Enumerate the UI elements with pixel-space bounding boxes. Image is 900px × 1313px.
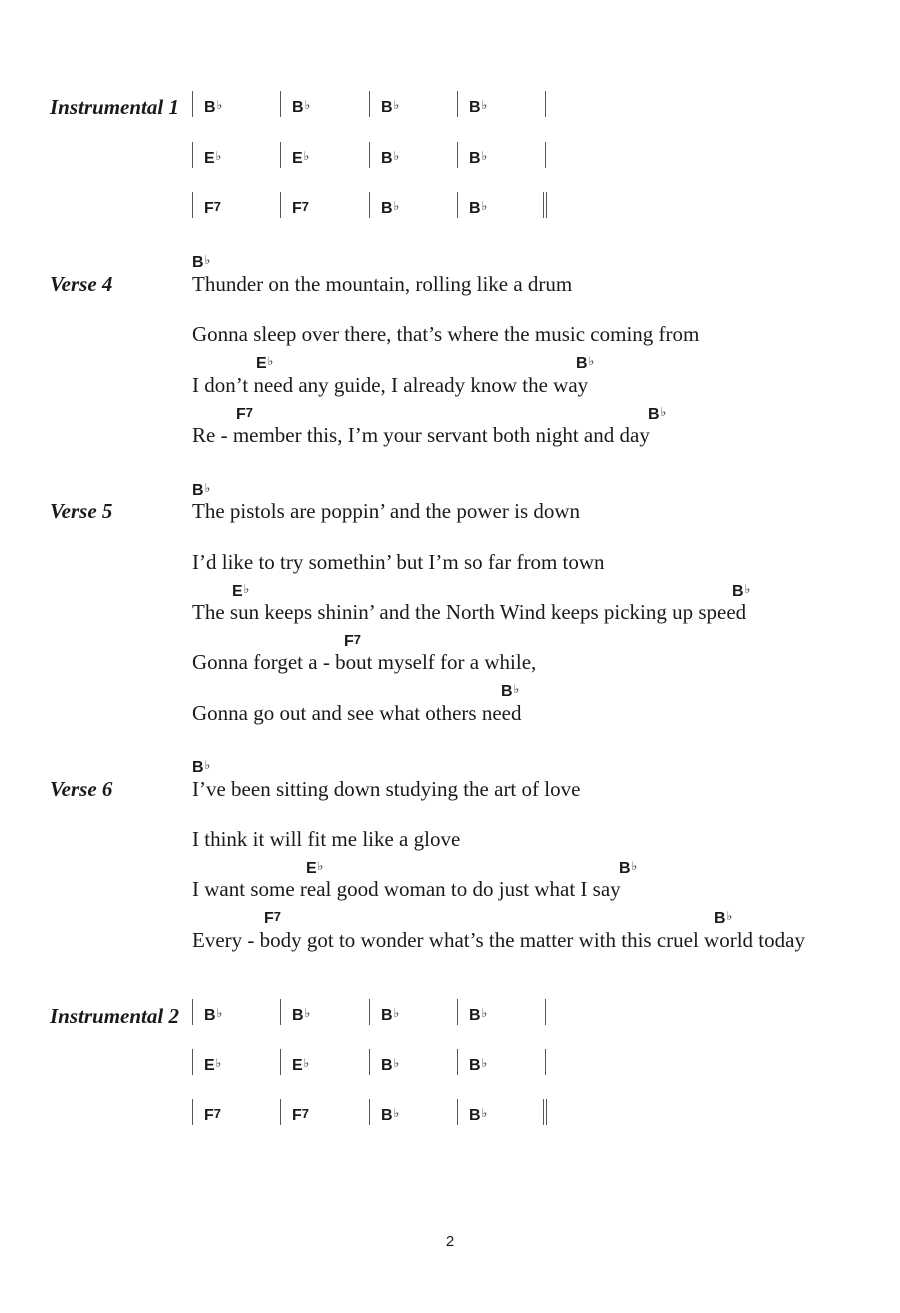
chord-bb: B♭	[381, 149, 400, 167]
barline	[545, 999, 546, 1025]
lyric-line: Gonna sleep over there, that’s where the music coming from	[192, 322, 700, 346]
chord-bb: B♭	[381, 98, 400, 116]
chord-bb: B♭	[469, 1056, 488, 1074]
chord-bb: B♭	[501, 682, 520, 700]
lyric-line: I’d like to try somethin’ but I’m so far from town	[192, 550, 605, 574]
barline	[280, 1049, 281, 1075]
lyric-line: I want some real good woman to do just what I say	[192, 877, 621, 901]
final-barline	[543, 192, 547, 218]
page-number: 2	[445, 1233, 455, 1250]
barline	[280, 999, 281, 1025]
chord-eb: E♭	[292, 149, 310, 167]
chord-bb: B♭	[192, 758, 211, 776]
lyric-line: Re - member this, I’m your servant both night and day	[192, 423, 650, 447]
barline	[545, 91, 546, 117]
chord-f7: F7	[204, 1106, 222, 1124]
chord-f7: F7	[236, 405, 254, 423]
chord-f7: F7	[292, 199, 310, 217]
barline	[369, 91, 370, 117]
chord-eb: E♭	[256, 354, 274, 372]
chord-bb: B♭	[292, 98, 311, 116]
barline	[280, 1099, 281, 1125]
barline	[545, 1049, 546, 1075]
chord-f7: F7	[344, 632, 362, 650]
barline	[369, 1099, 370, 1125]
section-label-verse-5: Verse 5	[50, 499, 113, 523]
lyric-line: Every - body got to wonder what’s the matter with this cruel world today	[192, 928, 805, 952]
chord-eb: E♭	[204, 1056, 222, 1074]
chord-f7: F7	[292, 1106, 310, 1124]
chord-bb: B♭	[732, 582, 751, 600]
barline	[280, 192, 281, 218]
chord-eb: E♭	[306, 859, 324, 877]
chord-bb: B♭	[292, 1006, 311, 1024]
barline	[192, 1099, 193, 1125]
lyric-line: I think it will fit me like a glove	[192, 827, 461, 851]
chord-bb: B♭	[192, 481, 211, 499]
chord-f7: F7	[264, 909, 282, 927]
barline	[192, 192, 193, 218]
barline	[457, 1049, 458, 1075]
barline	[457, 192, 458, 218]
barline	[457, 1099, 458, 1125]
chord-bb: B♭	[381, 1006, 400, 1024]
lyric-line: Thunder on the mountain, rolling like a drum	[192, 272, 573, 296]
barline	[457, 142, 458, 168]
barline	[280, 142, 281, 168]
lyric-line: Gonna forget a - bout myself for a while,	[192, 650, 537, 674]
chord-eb: E♭	[204, 149, 222, 167]
section-label-verse-6: Verse 6	[50, 777, 113, 801]
lyric-line: The sun keeps shinin’ and the North Wind keeps picking up speed	[192, 600, 747, 624]
chord-bb: B♭	[381, 1106, 400, 1124]
chord-bb: B♭	[469, 1106, 488, 1124]
barline	[369, 142, 370, 168]
barline	[457, 91, 458, 117]
chord-eb: E♭	[232, 582, 250, 600]
chord-bb: B♭	[469, 98, 488, 116]
section-label-verse-4: Verse 4	[50, 272, 113, 296]
chord-bb: B♭	[381, 1056, 400, 1074]
lyric-line: I’ve been sitting down studying the art of love	[192, 777, 581, 801]
barline	[192, 142, 193, 168]
chord-bb: B♭	[714, 909, 733, 927]
barline	[369, 1049, 370, 1075]
section-label-instrumental-2: Instrumental 2	[50, 1004, 179, 1028]
chord-bb: B♭	[469, 199, 488, 217]
chord-bb: B♭	[469, 149, 488, 167]
chord-bb: B♭	[576, 354, 595, 372]
lyric-line: The pistols are poppin’ and the power is down	[192, 499, 581, 523]
lyric-line: I don’t need any guide, I already know the way	[192, 373, 589, 397]
chord-bb: B♭	[204, 1006, 223, 1024]
chord-bb: B♭	[192, 253, 211, 271]
chord-bb: B♭	[204, 98, 223, 116]
barline	[192, 91, 193, 117]
chord-bb: B♭	[619, 859, 638, 877]
barline	[280, 91, 281, 117]
chord-bb: B♭	[469, 1006, 488, 1024]
barline	[545, 142, 546, 168]
section-label-instrumental-1: Instrumental 1	[50, 95, 179, 119]
chord-f7: F7	[204, 199, 222, 217]
barline	[192, 1049, 193, 1075]
chord-bb: B♭	[381, 199, 400, 217]
barline	[369, 192, 370, 218]
barline	[457, 999, 458, 1025]
barline	[192, 999, 193, 1025]
barline	[369, 999, 370, 1025]
chord-bb: B♭	[648, 405, 667, 423]
chord-eb: E♭	[292, 1056, 310, 1074]
lyric-line: Gonna go out and see what others need	[192, 701, 522, 725]
final-barline	[543, 1099, 547, 1125]
